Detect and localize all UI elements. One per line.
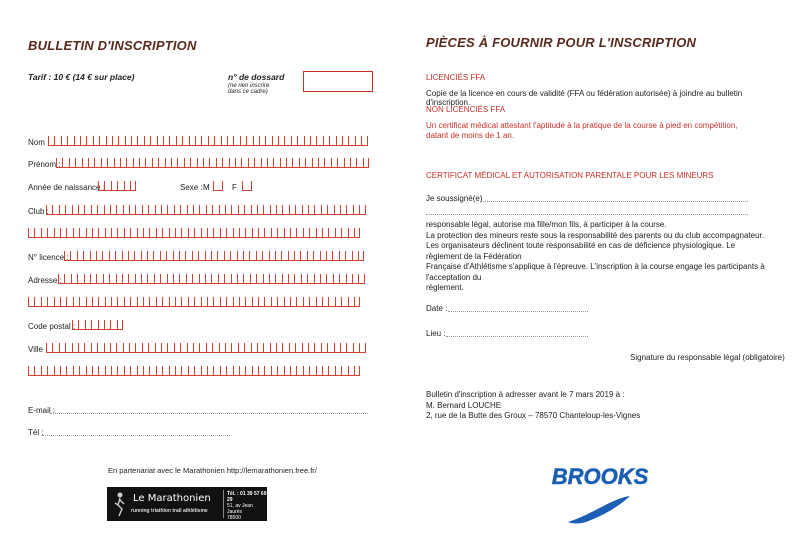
nom-field[interactable] xyxy=(48,136,368,146)
code-postal-field[interactable] xyxy=(72,320,123,330)
tarif-text: Tarif : 10 € (14 € sur place) xyxy=(28,72,135,82)
dossard-note-2: dans ce cadre) xyxy=(228,89,268,95)
licencies-title: LICENCIÉS FFA xyxy=(426,73,486,82)
sexe-f-label: F xyxy=(232,183,237,192)
banner-street: 51, av Jean Jaurès xyxy=(227,503,253,515)
prenom-label: Prénom : xyxy=(28,160,61,169)
sexe-m-label: M xyxy=(203,183,210,192)
para-2: La protection des mineurs reste sous la responsabilité des parents ou du club accompagnateur. xyxy=(426,230,764,240)
licencies-text: Copie de la licence en cours de validité (FFA ou fédération autorisée) à joindre au bulletin d'inscription. xyxy=(426,89,743,107)
ville-label: Ville : xyxy=(28,345,48,354)
brooks-logo-icon xyxy=(528,462,673,530)
email-field[interactable] xyxy=(50,413,368,414)
banner-web: lemarathonien.free.fr xyxy=(227,527,264,532)
minor-authorization-text xyxy=(426,220,771,294)
address-line-3: 2, rue de la Butte des Groux – 78570 Chanteloup-les-Vignes xyxy=(426,411,641,420)
signature-label: Signature du responsable légal (obligatoire) xyxy=(630,353,785,362)
dossard-label: n° de dossard xyxy=(228,72,285,82)
soussigne-field-line-2[interactable] xyxy=(426,214,748,215)
sexe-label: Sexe : xyxy=(180,183,203,192)
para-4: Française d'Athlétisme s'applique à l'épreuve. L'inscription à la course engage les participants à l'acceptation du xyxy=(426,262,765,282)
prenom-field[interactable] xyxy=(56,158,369,168)
para-5: règlement. xyxy=(426,283,464,292)
ville-field-line-2[interactable] xyxy=(28,366,360,376)
certificat-title: CERTIFICAT MÉDICAL ET AUTORISATION PARENTALE POUR LES MINEURS xyxy=(426,171,714,180)
naissance-label: Année de naissance : xyxy=(28,183,105,192)
club-field[interactable] xyxy=(46,205,366,215)
sexe-m-checkbox[interactable] xyxy=(213,181,223,191)
para-1: responsable légal, autorise ma fille/mon fils, à participer à la course. xyxy=(426,220,667,229)
ville-field[interactable] xyxy=(46,343,366,353)
email-label: E-mail : xyxy=(28,406,56,415)
brooks-wordmark: BROOKS xyxy=(551,464,649,489)
tel-field[interactable] xyxy=(42,435,230,436)
address-line-1: Bulletin d'inscription à adresser avant le 7 mars 2019 à : xyxy=(426,390,625,399)
naissance-field[interactable] xyxy=(98,181,136,191)
adresse-field[interactable] xyxy=(58,274,365,284)
nom-label: Nom : xyxy=(28,138,50,147)
address-line-2: M. Bernard LOUCHE xyxy=(426,400,502,410)
banner-tagline: running triathlon trail athlétisme xyxy=(131,508,208,514)
brooks-logo xyxy=(528,462,673,530)
dossard-note-1: (ne rien inscrire xyxy=(228,83,270,89)
adresse-field-line-2[interactable] xyxy=(28,297,360,307)
non-licencies-text-1: Un certificat médical attestant l'aptitude à la pratique de la course à pied en compétition, xyxy=(426,121,738,130)
banner-name: Le Marathonien xyxy=(133,493,211,504)
club-field-line-2[interactable] xyxy=(28,228,360,238)
sexe-f-checkbox[interactable] xyxy=(242,181,252,191)
lieu-field[interactable] xyxy=(446,336,588,337)
lieu-label: Lieu : xyxy=(426,329,446,338)
soussigne-field[interactable] xyxy=(480,201,748,202)
pieces-title: PIÈCES À FOURNIR POUR L'INSCRIPTION xyxy=(426,35,697,50)
adresse-label: Adresse : xyxy=(28,276,62,285)
banner-contact xyxy=(227,491,267,533)
licence-label: N° licence : xyxy=(28,253,69,262)
runner-logo-icon xyxy=(113,491,127,517)
non-licencies-text-2: datant de moins de 1 an. xyxy=(426,131,515,140)
soussigne-label: Je soussigné(e) xyxy=(426,194,483,203)
tel-label: Tél : xyxy=(28,428,44,437)
non-licencies-title: NON LICENCIÉS FFA xyxy=(426,105,506,114)
partner-text: En partenariat avec le Marathonien http://lemarathonien.free.fr/ xyxy=(108,466,317,475)
marathonien-banner xyxy=(107,487,267,532)
licence-field[interactable] xyxy=(64,251,364,261)
para-3: Les organisateurs déclinent toute responsabilité en cas de déficience physiologique. Le règlement de la Fédération xyxy=(426,241,736,261)
club-label: Club : xyxy=(28,207,49,216)
brooks-swoosh-icon xyxy=(568,496,630,524)
date-field[interactable] xyxy=(448,311,588,312)
banner-city: 78500 Sartrouville xyxy=(227,515,253,527)
code-postal-label: Code postal : xyxy=(28,322,76,331)
date-label: Date : xyxy=(426,304,448,313)
banner-divider xyxy=(223,490,224,518)
banner-tel: Tél. : 01 39 57 69 29 xyxy=(227,491,267,503)
dossard-box xyxy=(303,71,373,92)
form-title: BULLETIN D'INSCRIPTION xyxy=(28,38,197,53)
mailing-address xyxy=(426,390,771,422)
